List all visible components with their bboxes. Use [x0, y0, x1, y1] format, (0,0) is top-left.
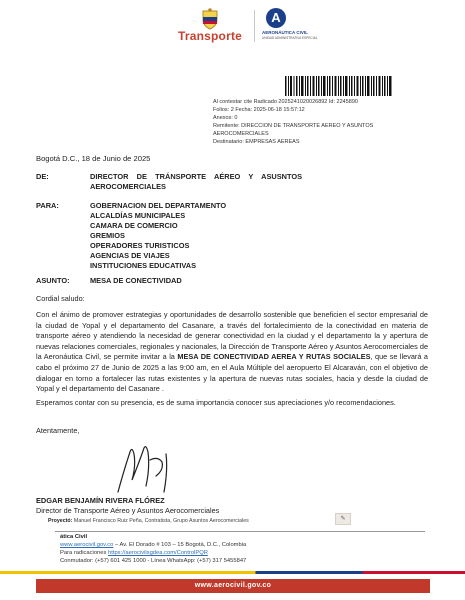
recipient: AGENCIAS DE VIAJES [90, 251, 170, 260]
footer-address [60, 542, 246, 548]
footer-phone: Conmutador: (+57) 601 425 1000 - Línea WhatsApp: (+57) 317 5455847 [60, 558, 247, 564]
body-event-name: MESA DE CONECTIVIDAD AEREA Y RUTAS SOCIALES [177, 352, 371, 362]
de-label: DE: [36, 172, 49, 181]
recipient: ALCALDÍAS MUNICIPALES [90, 211, 186, 220]
footer-radicaciones [60, 550, 208, 556]
aerocivil-subtitle: UNIDAD ADMINISTRATIVA ESPECIAL [262, 36, 318, 40]
stamp-anexos: Anexos: 0 [213, 115, 238, 121]
stamp-folios: Folios: 2 Fecha: 2025-06-18 15:57:12 [213, 107, 305, 113]
letter-date: Bogotá D.C., 18 de Junio de 2025 [36, 154, 151, 163]
aerocivil-logo-icon: A [266, 8, 286, 28]
signature-image [110, 440, 190, 498]
recipient: GOBERNACION DEL DEPARTAMENTO [90, 201, 227, 210]
stamp-destinatario: Destinatario: EMPRESAS AEREAS [213, 139, 300, 145]
proyecto-line [48, 518, 249, 524]
recipient: OPERADORES TURISTICOS [90, 241, 190, 250]
initials-stamp-icon: ✎ [335, 513, 351, 525]
transporte-logo: Transporte [178, 29, 243, 43]
recipient: CAMARA DE COMERCIO [90, 221, 178, 230]
de-value-line2: AEROCOMERCIALES [90, 182, 166, 191]
footer-web-link[interactable]: www.aerocivil.gov.co [60, 542, 114, 548]
stamp-remitente: Remitente: DIRECCION DE TRANSPORTE AEREO Y ASUNTOS [213, 123, 374, 129]
asunto-value: MESA DE CONECTIVIDAD [90, 276, 182, 285]
stamp-remitente-cont: AEROCOMERCIALES [213, 131, 269, 137]
coat-of-arms-icon [200, 8, 220, 30]
aerocivil-name: AERONÁUTICA CIVIL [262, 30, 308, 35]
radicado-barcode [285, 76, 393, 96]
proyecto-value: Manuel Francisco Ruiz Peña, Contratista, Grupo Asuntos Aerocomerciales [73, 518, 249, 524]
footer-rad-link[interactable]: https://aerocivilsgdea.com/ControlPQR [108, 550, 208, 556]
footer-rad-label: Para radicaciones [60, 550, 109, 556]
greeting: Cordial saludo: [36, 294, 85, 303]
body-paragraph [36, 310, 428, 395]
bottom-url-bar[interactable]: www.aerocivil.gov.co [36, 579, 430, 593]
closing-paragraph: Esperamos contar con su presencia, es de suma importancia conocer sus apreciaciones y/o recomendaciones. [36, 398, 396, 407]
footer-divider [55, 531, 425, 532]
signer-name: EDGAR BENJAMÍN RIVERA FLÓREZ [36, 496, 165, 505]
flag-stripe [0, 571, 465, 574]
header-divider [254, 10, 255, 42]
para-label: PARA: [36, 201, 59, 210]
body-text-start: Con el ánimo de promover estrategias y oportunidades de desarrollo sostenible que beneficien el sector empresarial de la ciudad de Yopal y el departamento del Casanare, a través del fortalecimiento de la conectividad en materia de transporte aéreo y atendiendo la necesidad de generar conectividad en la ciudad y el departamento la y apertura de nuevas relaciones comerciales, regionales y nacionales, la Dirección de Transporte Aéreo y Asuntos Aerocomerciales de la Aeronáutica Civil, se permite invitar a la [36, 310, 428, 362]
de-value-line1: DIRECTOR DE TRÁNSPORTE AÉREO Y ASUSNTOS [90, 172, 303, 181]
footer-org: ática Civil [60, 534, 88, 540]
proyecto-label: Proyectó: [48, 518, 73, 524]
asunto-label: ASUNTO: [36, 276, 70, 285]
recipient: GREMIOS [90, 231, 125, 240]
footer-address-text: – Av. El Dorado # 103 – 15 Bogotá, D.C., Colombia [113, 542, 247, 548]
body-text-end: , que se llevará a cabo el próximo 27 de Junio de 2025 a las 9:00 am, en el Aula Múltiple del aeropuerto El Alcaraván, con el objetivo de dialogar en torno a fortalecer las rutas existentes y la apertura de nuevas rutas sociales, hacia y desde la ciudad de Yopal y el departamento del Casanare . [36, 352, 428, 394]
stamp-radicado: Al contestar cite Radicado 20252410200268​92 Id: 2245890 [213, 99, 358, 105]
signoff: Atentamente, [36, 426, 80, 435]
recipient: INSTITUCIONES EDUCATIVAS [90, 261, 197, 270]
signer-title: Director de Transporte Aéreo y Asuntos Aerocomerciales [36, 506, 220, 515]
